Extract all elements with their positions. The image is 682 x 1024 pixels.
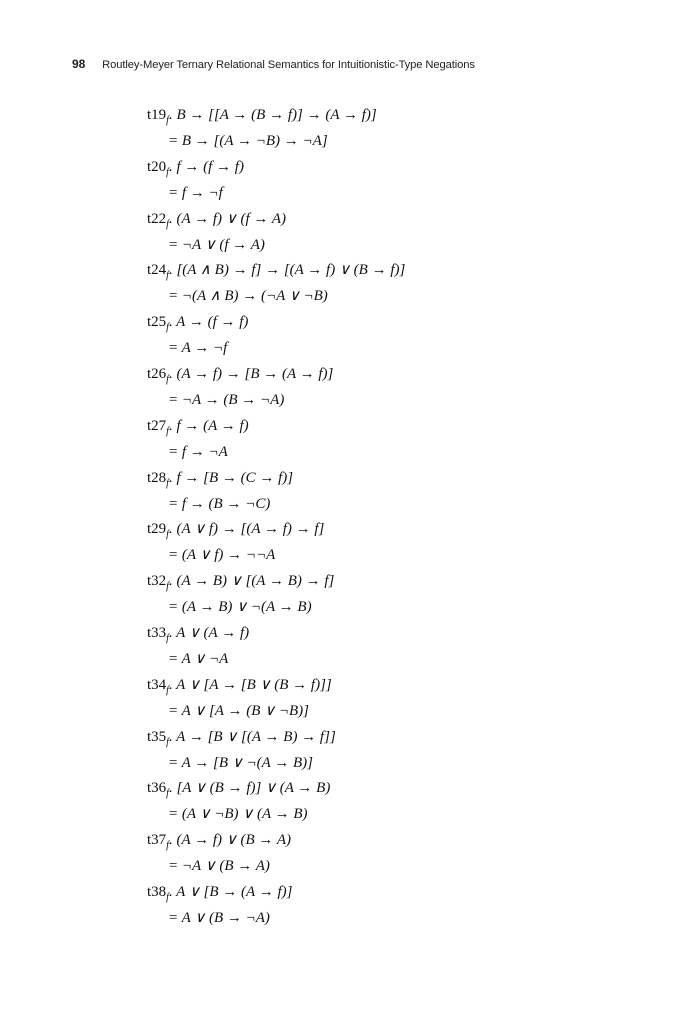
thesis-subscript: f: [166, 166, 169, 178]
thesis-result: [168, 807, 308, 822]
thesis-result-formula: = f → ¬f: [168, 184, 223, 201]
thesis-result: [168, 289, 328, 304]
thesis-t34: [147, 678, 332, 696]
thesis-result: [168, 238, 265, 253]
thesis-result-formula: = ¬A ∨ (B → A): [168, 858, 270, 875]
thesis-number: t25: [147, 314, 167, 331]
thesis-subscript: f: [166, 788, 169, 800]
thesis-label: [147, 417, 169, 437]
thesis-subscript: f: [166, 684, 169, 696]
thesis-result: [168, 600, 312, 615]
thesis-subscript: f: [166, 115, 169, 126]
thesis-t29: [147, 522, 324, 540]
page-number: 98: [72, 57, 86, 71]
thesis-result: [168, 652, 228, 667]
running-title: Routley-Meyer Ternary Relational Semantics for Intuitionistic-Type Negations: [102, 59, 475, 71]
thesis-label: [147, 573, 169, 593]
thesis-t22: [147, 212, 286, 230]
thesis-subscript: f: [166, 529, 169, 541]
thesis-label: [147, 780, 169, 800]
thesis-subscript: f: [166, 374, 169, 385]
thesis-number: t19: [147, 107, 167, 123]
thesis-subscript: f: [166, 425, 169, 437]
thesis-subscript: f: [166, 892, 169, 903]
thesis-t24: [147, 263, 405, 281]
thesis-number: t24: [147, 262, 167, 279]
thesis-subscript: f: [166, 840, 169, 852]
thesis-formula: . A → (f → f): [168, 314, 249, 331]
thesis-subscript: f: [166, 322, 169, 334]
thesis-result: [168, 497, 270, 512]
thesis-t28: [147, 471, 293, 489]
thesis-number: t28: [147, 469, 167, 486]
thesis-formula: . [A ∨ (B → f)] ∨ (A → B): [168, 780, 331, 797]
thesis-formula: . (A → f) → [B → (A → f)]: [168, 366, 334, 382]
thesis-label: [147, 262, 169, 282]
thesis-label: [147, 832, 169, 852]
thesis-number: t36: [147, 780, 167, 797]
thesis-subscript: f: [166, 633, 169, 644]
thesis-formula: . f → (A → f): [168, 417, 249, 434]
thesis-label: [147, 314, 169, 334]
thesis-formula: . (A → B) ∨ [(A → B) → f]: [168, 573, 335, 590]
thesis-number: t29: [147, 521, 167, 538]
thesis-label: [147, 625, 169, 644]
thesis-formula: . (A → f) ∨ (f → A): [168, 210, 287, 227]
thesis-t20: [147, 160, 244, 178]
thesis-label: [147, 469, 169, 489]
thesis-result-formula: = ¬A → (B → ¬A): [168, 391, 285, 408]
thesis-result: [168, 341, 227, 356]
thesis-result: [168, 911, 270, 926]
thesis-result-formula: = A ∨ ¬A: [168, 650, 229, 667]
thesis-result-formula: = A ∨ [A → (B ∨ ¬B)]: [168, 702, 309, 719]
thesis-t35: [147, 730, 336, 748]
thesis-number: t26: [147, 366, 167, 382]
thesis-subscript: f: [166, 477, 169, 489]
thesis-subscript: f: [166, 270, 169, 282]
thesis-result: [168, 186, 223, 201]
thesis-subscript: f: [166, 218, 169, 230]
thesis-label: [147, 676, 169, 696]
thesis-result-formula: = A → ¬f: [168, 340, 228, 357]
thesis-t27: [147, 419, 249, 437]
thesis-result-formula: = A ∨ (B → ¬A): [168, 909, 270, 926]
thesis-result-formula: = (A ∨ f) → ¬¬A: [168, 547, 276, 564]
thesis-t32: [147, 574, 334, 592]
thesis-t37: [147, 833, 291, 851]
thesis-formula: . B → [[A → (B → f)] → (A → f)]: [168, 107, 377, 123]
thesis-result-formula: = (A → B) ∨ ¬(A → B): [168, 599, 312, 616]
thesis-label: [147, 728, 169, 748]
thesis-result-formula: = B → [(A → ¬B) → ¬A]: [168, 132, 328, 149]
thesis-t38: [147, 885, 292, 903]
thesis-number: t32: [147, 573, 167, 590]
thesis-label: [147, 884, 169, 903]
thesis-formula: . A ∨ [B → (A → f)]: [168, 884, 293, 900]
thesis-formula: . f → [B → (C → f)]: [168, 469, 294, 486]
thesis-label: [147, 107, 169, 126]
thesis-formula: . A ∨ [A → [B ∨ (B → f)]]: [168, 676, 332, 693]
thesis-t33: [147, 626, 249, 644]
thesis-number: t34: [147, 676, 167, 693]
thesis-number: t33: [147, 625, 167, 641]
thesis-result-formula: = ¬A ∨ (f → A): [168, 236, 265, 253]
thesis-result: [168, 859, 270, 874]
thesis-number: t22: [147, 210, 167, 227]
thesis-number: t20: [147, 158, 167, 175]
thesis-formula: . [(A ∧ B) → f] → [(A → f) ∨ (B → f)]: [168, 262, 406, 279]
thesis-number: t38: [147, 884, 167, 900]
thesis-t25: [147, 315, 248, 333]
thesis-result-formula: = f → ¬A: [168, 443, 228, 460]
thesis-result: [168, 393, 284, 408]
thesis-result: [168, 134, 328, 149]
thesis-formula: . A → [B ∨ [(A → B) → f]]: [168, 728, 336, 745]
thesis-result-formula: = A → [B ∨ ¬(A → B)]: [168, 754, 313, 771]
thesis-result-formula: = ¬(A ∧ B) → (¬A ∨ ¬B): [168, 288, 328, 305]
thesis-label: [147, 366, 169, 385]
thesis-subscript: f: [166, 736, 169, 748]
thesis-t19: [147, 108, 377, 126]
thesis-result: [168, 704, 309, 719]
thesis-label: [147, 210, 169, 230]
thesis-result-formula: = f → (B → ¬C): [168, 495, 271, 512]
thesis-formula: . (A ∨ f) → [(A → f) → f]: [168, 521, 325, 538]
thesis-t36: [147, 781, 330, 799]
thesis-label: [147, 521, 169, 541]
thesis-label: [147, 158, 169, 178]
thesis-result-formula: = (A ∨ ¬B) ∨ (A → B): [168, 806, 308, 823]
thesis-t26: [147, 367, 333, 385]
thesis-result: [168, 756, 313, 771]
thesis-result: [168, 548, 275, 563]
thesis-number: t35: [147, 728, 167, 745]
thesis-formula: . f → (f → f): [168, 158, 244, 175]
thesis-result: [168, 445, 228, 460]
thesis-number: t27: [147, 417, 167, 434]
thesis-subscript: f: [166, 581, 169, 593]
thesis-formula: . A ∨ (A → f): [168, 625, 250, 641]
thesis-number: t37: [147, 832, 167, 849]
thesis-formula: . (A → f) ∨ (B → A): [168, 832, 292, 849]
